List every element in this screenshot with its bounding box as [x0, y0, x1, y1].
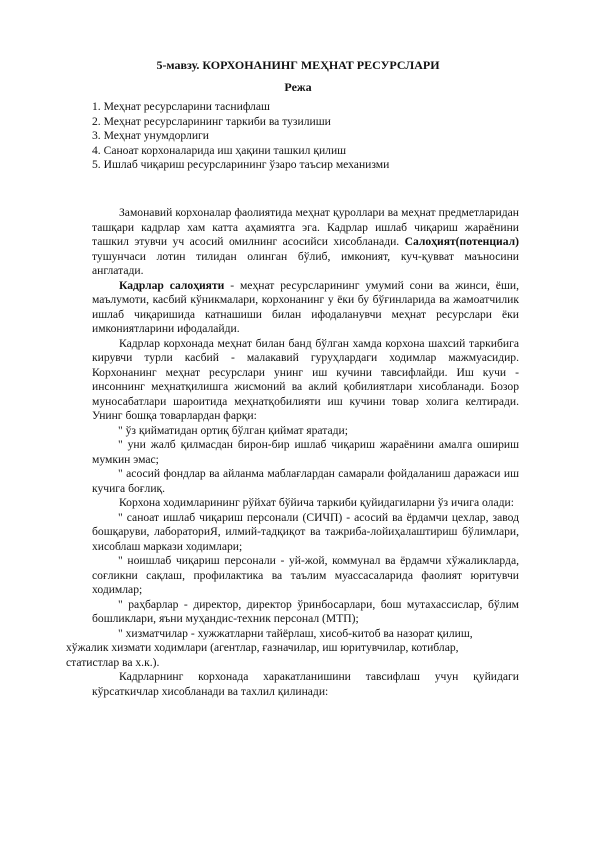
- bullet-item: " саноат ишлаб чиқариш персонали (СИЧП) - асосий ва ёрдамчи цехлар, завод бошқаруви, лабораториЯ, илмий-тадқиқот ва тажриба-лойиҳалаштириш бўлимлари, хисоблаш маркази ходимлари;: [92, 510, 519, 553]
- plan-list: [92, 100, 532, 173]
- plan-item: 5. Ишлаб чиқариш ресурсларининг ўзаро таъсир механизми: [92, 158, 390, 171]
- plan-item: 4. Саноат корхоналарида иш ҳақини ташкил қилиш: [92, 143, 347, 157]
- bullet-line: статистлар ва х.к.).: [66, 655, 160, 669]
- paragraph-staff-potential: [92, 279, 519, 337]
- staff-potential-text: - меҳнат ресурсларининг умумий сони ва жинси, ёши, маълумоти, касбий кўникмалари, корхонанинг у ёки бу бўғинларида ва жамоатчилик ишлаб чиқаришида катнашиши билан ифодаланувчи меҳнат ресурслари ёки имкониятларини ифодалайди.: [92, 278, 519, 335]
- bullet-item: " ноишлаб чиқариш персонали - уй-жой, коммунал ва ёрдамчи хўжаликларда, соғликни сақлаш, профилактика ва таълим муассасаларида фаолият юритувчи ходимлар;: [92, 554, 519, 596]
- bullet-line: " хизматчилар - хужжатларни тайёрлаш, хисоб-китоб ва назорат қилиш,: [118, 626, 473, 640]
- term-staff-potential: Кадрлар салоҳияти: [119, 278, 225, 292]
- bullet-item: " асосий фондлар ва айланма маблағлардан самарали фойдаланиш даражаси иш кучига боғлиқ.: [92, 467, 519, 495]
- plan-item: 2. Меҳнат ресурсларининг таркиби ва тузилиши: [92, 114, 331, 128]
- bullet-item: " уни жалб қилмасдан бирон-бир ишлаб чиқариш жараёнини амалга ошириш мумкин эмас;: [92, 438, 519, 466]
- paragraph-composition: Корхона ходимларининг рўйхат бўйича таркиби қуйидагиларни ўз ичига олади:: [119, 496, 514, 509]
- paragraph-staff: Кадрлар корхонада меҳнат билан банд бўлган хамда корхона шахсий таркибига кирувчи турли касбий - малакавий гуруҳлардаги ходимлар мажмуасидир. Корхонанинг меҳнат ресурслари унинг иш кучини тавсифлайди. Иш кучи - инсоннинг меҳнатқилишга жисмоний ва аклий қобилиятлари хисобланади. Бозор муносабатлари шароитида меҳнатқобилияти иш кучини товар холига келтиради. Унинг бошқа товарлардан фарқи:: [92, 336, 519, 422]
- plan-item: 1. Меҳнат ресурсларини таснифлаш: [92, 100, 270, 113]
- paragraph-movement: Кадрларнинг корхонада харакатланишини тавсифлаш учун қуйидаги кўрсаткичлар хисобланади ва тахлил қилинади:: [92, 670, 519, 698]
- topic-title: 5-мавзу. КОРХОНАНИНГ МЕҲНАТ РЕСУРСЛАРИ: [156, 58, 440, 72]
- plan-item: 3. Меҳнат унумдорлиги: [92, 129, 209, 142]
- paragraph-intro: [92, 206, 519, 279]
- term-potential: Салоҳият(потенциал): [404, 235, 519, 248]
- bullet-line: хўжалик хизмати ходимлари (агентлар, ғазначилар, иш юритувчилар, котиблар,: [66, 641, 459, 654]
- bullet-item: [66, 626, 519, 671]
- intro-text-b: тушунчаси лотин тилидан олинган бўлиб, имконият, куч-қувват маъносини англатади.: [92, 249, 519, 277]
- bullet-item: " раҳбарлар - директор, директор ўринбосарлари, бош мутахассислар, бўлим бошликлари, яъни муҳандис-техник персонал (МТП);: [92, 597, 519, 625]
- body-text: [66, 206, 519, 699]
- bullet-item: " ўз қийматидан ортиқ бўлган қиймат яратади;: [118, 423, 348, 437]
- plan-heading: Режа: [284, 80, 312, 94]
- intro-text-a: Замонавий корхоналар фаолиятида меҳнат қуроллари ва меҳнат предметларидан ташқари кадрлар хам катта аҳамиятга эга. Кадрлар ишлаб чиқариш жараёнини ташкил этувчи уч асосий омилнинг асосийси хисобланади.: [92, 206, 519, 248]
